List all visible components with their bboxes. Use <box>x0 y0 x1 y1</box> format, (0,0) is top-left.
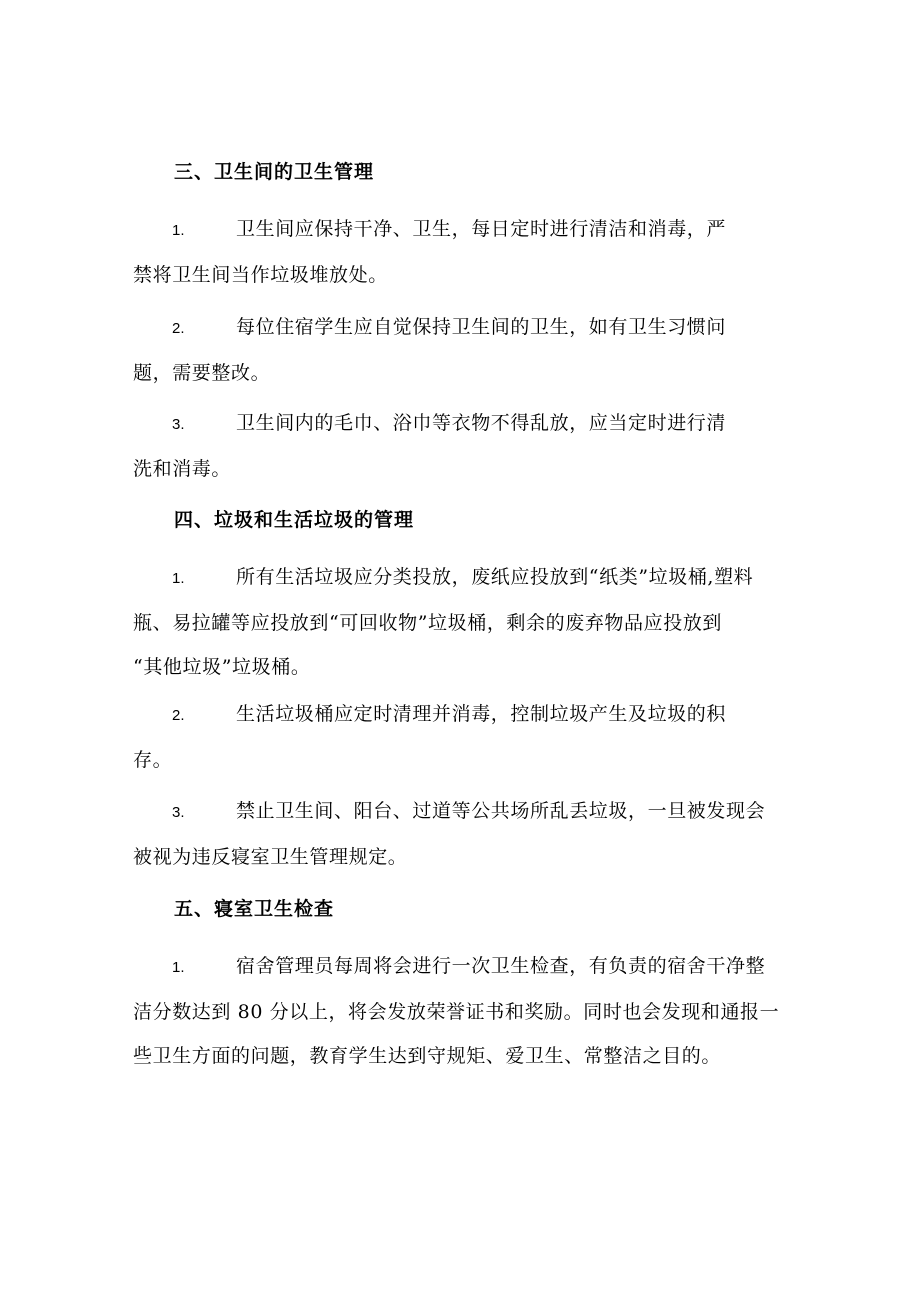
item-number: 3. <box>172 804 185 821</box>
item-text-line: 洁分数达到 80 分以上，将会发放荣誉证书和奖励。同时也会发现和通报一 <box>133 1001 780 1023</box>
item-text-line: 被视为违反寝室卫生管理规定。 <box>133 846 408 868</box>
list-item <box>133 692 793 782</box>
item-text-line: 禁将卫生间当作垃圾堆放处。 <box>133 264 388 286</box>
item-text-line: 存。 <box>133 749 173 771</box>
section-heading-3: 三、卫生间的卫生管理 <box>174 161 375 183</box>
item-text-line: “其他垃圾”垃圾桶。 <box>133 656 311 678</box>
item-text-line: 卫生间内的毛巾、浴巾等衣物不得乱放，应当定时进行清 <box>236 412 727 434</box>
list-item <box>133 305 793 395</box>
item-number: 3. <box>172 416 185 433</box>
list-item <box>133 207 793 297</box>
list-item <box>133 944 793 1078</box>
list-item <box>133 401 793 491</box>
item-text-line: 宿舍管理员每周将会进行一次卫生检查，有负责的宿舍干净整 <box>236 955 766 977</box>
list-item <box>133 789 793 879</box>
item-number: 1. <box>172 570 185 587</box>
item-number: 2. <box>172 320 185 337</box>
item-text-line: 生活垃圾桶应定时清理并消毒，控制垃圾产生及垃圾的积 <box>236 703 727 725</box>
item-text-line: 卫生间应保持干净、卫生，每日定时进行清洁和消毒，严 <box>236 218 727 240</box>
item-text-line: 所有生活垃圾应分类投放，废纸应投放到“纸类”垃圾桶,塑料 <box>236 566 754 588</box>
item-text-line: 题，需要整改。 <box>133 362 271 384</box>
item-number: 1. <box>172 222 185 239</box>
item-text-line: 禁止卫生间、阳台、过道等公共场所乱丢垃圾，一旦被发现会 <box>236 800 766 822</box>
section-heading-4: 四、垃圾和生活垃圾的管理 <box>174 509 415 531</box>
item-number: 1. <box>172 959 185 976</box>
item-text-line: 些卫生方面的问题，教育学生达到守规矩、爱卫生、常整洁之目的。 <box>133 1045 722 1067</box>
item-number: 2. <box>172 707 185 724</box>
list-item <box>133 555 793 689</box>
item-text-line: 每位住宿学生应自觉保持卫生间的卫生，如有卫生习惯问 <box>236 316 727 338</box>
item-text-line: 瓶、易拉罐等应投放到“可回收物”垃圾桶，剩余的废弃物品应投放到 <box>133 612 723 634</box>
item-text-line: 洗和消毒。 <box>133 458 232 480</box>
section-heading-5: 五、寝室卫生检查 <box>174 898 335 920</box>
